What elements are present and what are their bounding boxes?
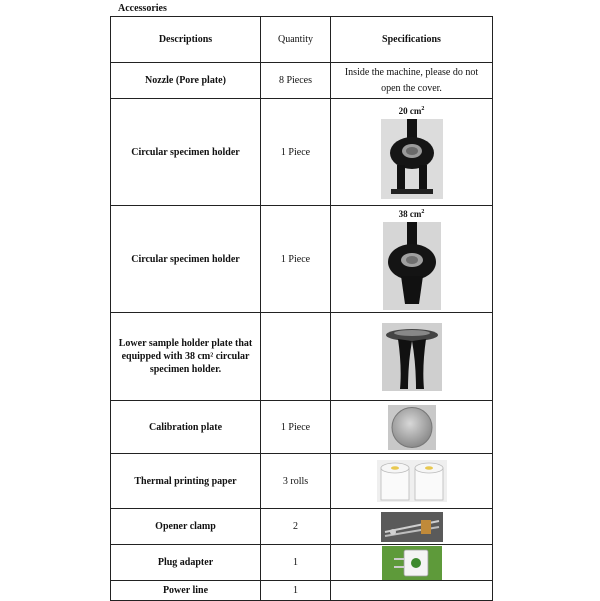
- row-quantity: 1 Piece: [261, 401, 331, 454]
- accessories-table: [110, 16, 493, 601]
- row-specification: Inside the machine, please do not open the cover.: [331, 63, 493, 99]
- table-row: [111, 99, 493, 206]
- area-label: 20 $cm^2$: [398, 105, 425, 116]
- specimen-holder-20-image: [381, 119, 443, 199]
- row-quantity: 1: [261, 545, 331, 581]
- header-descriptions: Descriptions: [111, 17, 261, 63]
- specimen-holder-38-image: [383, 222, 441, 310]
- row-quantity: 1 Piece: [261, 99, 331, 206]
- row-description: Nozzle (Pore plate): [111, 63, 261, 99]
- table-row: [111, 63, 493, 99]
- row-quantity: 1: [261, 581, 331, 601]
- row-quantity: 8 Pieces: [261, 63, 331, 99]
- row-quantity: 1 Piece: [261, 206, 331, 313]
- row-quantity: 2: [261, 509, 331, 545]
- thermal-paper-image: [377, 460, 447, 502]
- header-quantity: Quantity: [261, 17, 331, 63]
- row-description: Opener clamp: [111, 509, 261, 545]
- row-description: Plug adapter: [111, 545, 261, 581]
- section-title: Accessories: [118, 3, 167, 14]
- table-row: [111, 509, 493, 545]
- header-specifications: Specifications: [331, 17, 493, 63]
- row-specification: [331, 206, 493, 313]
- row-specification: [331, 545, 493, 581]
- calibration-plate-image: [388, 405, 436, 450]
- row-specification: [331, 509, 493, 545]
- area-label: 38 $cm^2$: [398, 208, 425, 219]
- row-specification: [331, 99, 493, 206]
- table-row: [111, 313, 493, 401]
- table-row: [111, 206, 493, 313]
- row-specification: [331, 581, 493, 601]
- lower-holder-plate-image: [382, 323, 442, 391]
- row-specification: [331, 401, 493, 454]
- row-quantity: 3 rolls: [261, 454, 331, 509]
- opener-clamp-image: [381, 512, 443, 542]
- table-row: [111, 454, 493, 509]
- table-row: [111, 401, 493, 454]
- row-specification: [331, 454, 493, 509]
- row-description: Circular specimen holder: [111, 206, 261, 313]
- row-specification: [331, 313, 493, 401]
- table-row: [111, 545, 493, 581]
- table-row: [111, 581, 493, 601]
- row-description: Circular specimen holder: [111, 99, 261, 206]
- plug-adapter-image: [382, 546, 442, 580]
- row-description: Thermal printing paper: [111, 454, 261, 509]
- row-description: Calibration plate: [111, 401, 261, 454]
- row-description: Power line: [111, 581, 261, 601]
- row-quantity: [261, 313, 331, 401]
- table-header-row: [111, 17, 493, 63]
- row-description: Lower sample holder plate that equipped with 38 cm² circular specimen holder.: [111, 313, 261, 401]
